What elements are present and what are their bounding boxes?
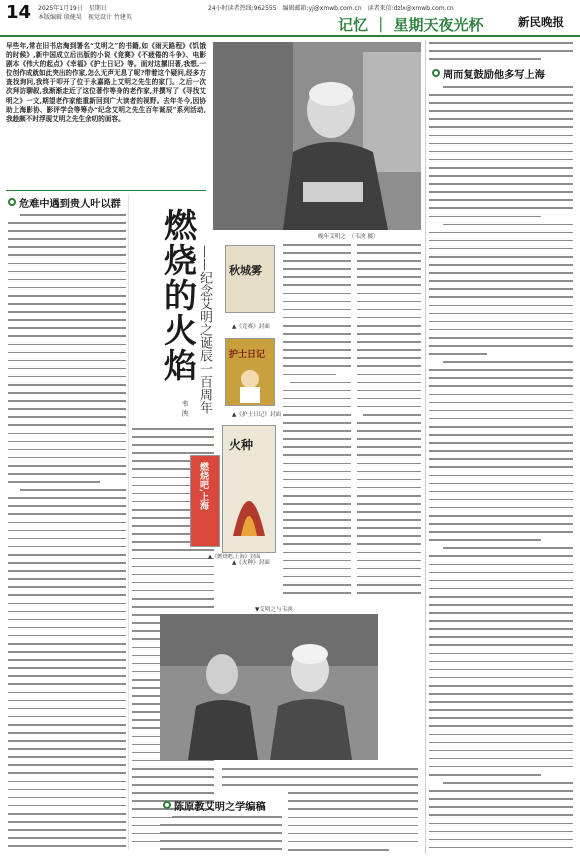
caption-book-ranshao: ▲《燃烧吧,上海》封面 — [208, 554, 261, 560]
contact-line: 24小时读者热线:962555 编辑邮箱:yj@xmwb.com.cn 读者来信:dzlx@xmwb.com.cn — [208, 5, 454, 12]
book-cover-ranshao-title: 燃烧吧,上海 — [198, 462, 208, 511]
section-1-body — [8, 214, 126, 850]
heading-section-1 — [8, 195, 121, 209]
book-cover-jingsai — [225, 245, 275, 313]
heading-section-2-text: 周而复鼓励他多写上海 — [443, 69, 545, 81]
caption-photo-bottom: ▼艾明之与韦泱 — [255, 607, 293, 613]
section-3-body — [160, 816, 282, 854]
book-cover-ranshao — [190, 455, 220, 547]
center-right-column-body — [357, 244, 421, 599]
intro-divider — [6, 190, 206, 191]
section-marker-icon — [432, 69, 440, 77]
book-cover-hushi-art — [226, 363, 274, 403]
portrait-illustration — [213, 42, 421, 230]
center-column-body — [283, 244, 351, 599]
header-rule — [0, 35, 580, 37]
section-2-body — [429, 86, 573, 850]
column-divider — [425, 40, 426, 854]
heading-section-2 — [432, 66, 545, 80]
book-cover-huozhong — [222, 425, 276, 553]
editors-line: 本版编辑 殷健昊 视觉设计 竹建英 — [38, 14, 132, 21]
section-marker-icon — [8, 198, 16, 206]
bottom-center-right-body — [288, 768, 418, 854]
column-divider — [128, 195, 129, 850]
section-marker-icon — [163, 801, 171, 809]
date-line: 2025年1月19日 星期日 — [38, 5, 107, 12]
section-title: 记忆 ｜ 星期天夜光杯 — [338, 16, 484, 34]
caption-book-hushi: ▲《护士日记》封面 — [232, 412, 282, 418]
book-cover-jingsai-title: 秋城雾 — [229, 264, 262, 277]
article-intro: 早些年,常在旧书店淘到署名“艾明之”的书籍,如《雨天路程》《饥饿的时候》,新中国成立后出版的小说《竞赛》《不疲倦的斗争》、电影剧本《伟大的起点》《幸福》《护士日记》等。面对这摞旧著,我想,一位创作成就如此突出的作家,怎么无声无息了呢?带着这个疑问,经多方查找询问,我终于叩开了位于永嘉路上艾明之先生的家门。之后一次次拜访聊叙,我渐渐走近了这位著作等身的老作家,并撰写了《寻找艾明之》一文,期望老作家能重新回到广大读者的视野。去年冬今,因协助上海影协、影评学会等筹办“纪念艾明之先生百年诞辰”系列活动,我趁颇不时浮现艾明之先生余叨的面容。 — [6, 42, 206, 123]
elder-ai-mingzhi-photo — [213, 42, 421, 230]
heading-section-1-text: 危难中遇到贵人叶以群 — [19, 198, 121, 210]
author-label — [180, 400, 192, 416]
heading-section-3 — [163, 798, 266, 812]
page-number: 14 — [6, 2, 32, 23]
ai-mingzhi-with-wei-yang-photo — [160, 614, 378, 760]
book-cover-hushi — [225, 338, 275, 406]
two-men-illustration — [160, 614, 378, 760]
paper-logo: 新民晚报 — [518, 15, 564, 29]
article-title — [160, 208, 196, 383]
article-subtitle-text: ——纪念艾明之诞辰一百周年 — [197, 245, 212, 414]
caption-photo-top: 晚年艾明之 （韦泱 摄） — [318, 234, 379, 240]
article-subtitle — [196, 245, 214, 455]
caption-book-huozhong: ▲《火种》封面 — [232, 560, 270, 566]
heading-section-3-text: 陈原教艾明之学编稿 — [174, 801, 266, 813]
masthead — [0, 0, 580, 36]
article-title-text: 燃烧的火焰 — [159, 208, 198, 383]
book-cover-hushi-title: 护士日记 — [229, 350, 266, 360]
book-cover-huozhong-title: 火种 — [229, 438, 254, 452]
caption-book-jingsai: ▲《竞赛》封面 — [232, 324, 270, 330]
author-name: 韦 泱 — [181, 400, 189, 417]
